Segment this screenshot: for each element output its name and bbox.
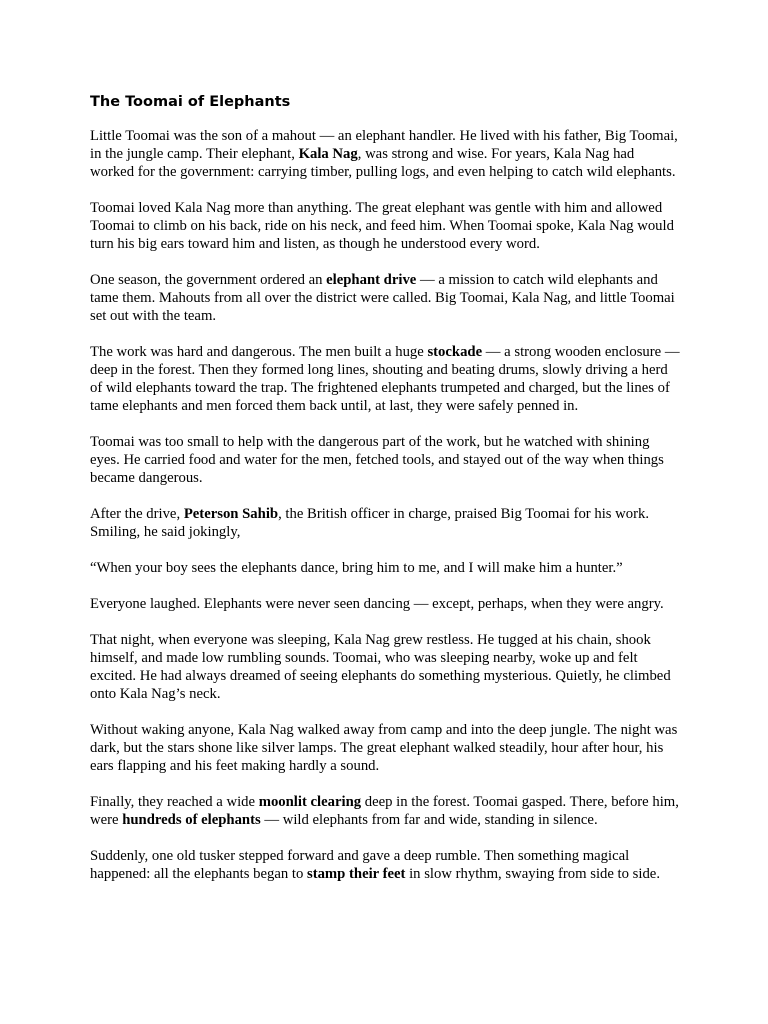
- bold-term: hundreds of elephants: [122, 812, 261, 828]
- paragraph: [90, 847, 680, 883]
- paragraph: [90, 433, 680, 487]
- text-run: That night, when everyone was sleeping, Kala Nag grew restless. He tugged at his chain, shook himself, and made low rumbling sounds. Toomai, who was sleeping nearby, woke up and felt excited. He had always dreamed of seeing elephants do something mysterious. Quietly, he climbed onto Kala Nag’s neck.: [90, 632, 671, 702]
- text-run: Without waking anyone, Kala Nag walked away from camp and into the deep jungle. The night was dark, but the stars shone like silver lamps. The great elephant walked steadily, hour after hour, his ears flapping and his feet making hardly a sound.: [90, 722, 678, 774]
- text-run: , the British officer in charge, praised Big Toomai for his work. Smiling, he said jokingly,: [90, 506, 650, 540]
- text-run: The work was hard and dangerous. The men built a huge: [90, 344, 428, 360]
- text-run: Little Toomai was the son of a mahout — an elephant handler. He lived with his father, Big Toomai, in the jungle camp. Their elephant,: [90, 128, 678, 162]
- text-run: — a strong wooden enclosure — deep in the forest. Then they formed long lines, shouting and beating drums, slowly driving a herd of wild elephants toward the trap. The frightened elephants trumpeted and charged, but the lines of tame elephants and men forced them back until, at last, they were safely penned in.: [90, 344, 680, 414]
- document-page: [90, 93, 680, 901]
- document-body: [90, 127, 680, 883]
- paragraph: [90, 127, 680, 181]
- bold-term: moonlit clearing: [258, 794, 362, 810]
- bold-term: elephant drive: [326, 272, 417, 288]
- document-title: The Toomai of Elephants: [90, 94, 291, 110]
- paragraph: [90, 199, 680, 253]
- paragraph: [90, 721, 680, 775]
- paragraph: [90, 343, 680, 415]
- bold-term: Peterson Sahib: [183, 506, 279, 522]
- bold-term: stockade: [427, 344, 483, 360]
- paragraph: [90, 631, 680, 703]
- bold-term: stamp their feet: [306, 866, 406, 882]
- text-run: in slow rhythm, swaying from side to side.: [405, 866, 660, 882]
- text-run: Toomai was too small to help with the dangerous part of the work, but he watched with shining eyes. He carried food and water for the men, fetched tools, and stayed out of the way when things became dangerous.: [90, 434, 664, 486]
- paragraph: [90, 271, 680, 325]
- text-run: — wild elephants from far and wide, standing in silence.: [260, 812, 598, 828]
- paragraph: [90, 559, 680, 577]
- text-run: “When your boy sees the elephants dance, bring him to me, and I will make him a hunter.”: [90, 560, 623, 576]
- paragraph: [90, 595, 680, 613]
- text-run: After the drive,: [90, 506, 184, 522]
- paragraph: [90, 793, 680, 829]
- text-run: — a mission to catch wild elephants and tame them. Mahouts from all over the district were called. Big Toomai, Kala Nag, and little Toomai set out with the team.: [90, 272, 675, 324]
- text-run: Suddenly, one old tusker stepped forward and gave a deep rumble. Then something magical happened: all the elephants began to: [90, 848, 630, 882]
- text-run: One season, the government ordered an: [90, 272, 327, 288]
- text-run: deep in the forest. Toomai gasped. There, before him, were: [90, 794, 679, 828]
- text-run: Everyone laughed. Elephants were never seen dancing — except, perhaps, when they were angry.: [90, 596, 664, 612]
- paragraph: [90, 505, 680, 541]
- text-run: Toomai loved Kala Nag more than anything. The great elephant was gentle with him and allowed Toomai to climb on his back, ride on his neck, and feed him. When Toomai spoke, Kala Nag would turn his big ears toward him and listen, as though he understood every word.: [90, 200, 674, 252]
- bold-term: Kala Nag: [298, 146, 358, 162]
- text-run: Finally, they reached a wide: [90, 794, 259, 810]
- text-run: , was strong and wise. For years, Kala Nag had worked for the government: carrying timber, pulling logs, and even helping to catch wild elephants.: [90, 146, 676, 180]
